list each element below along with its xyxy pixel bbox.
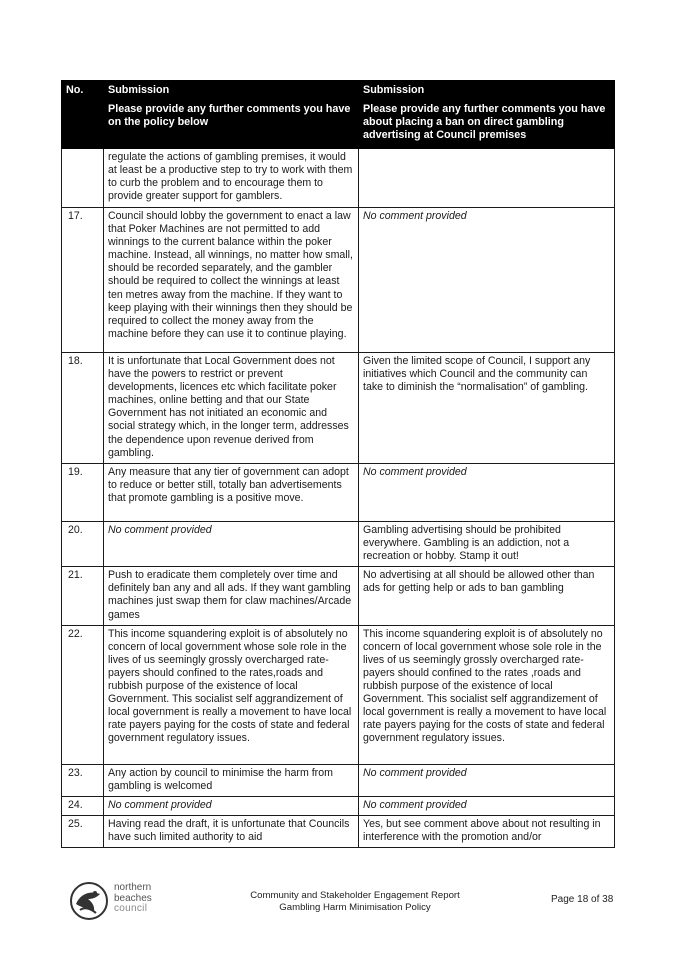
logo-line-beaches: beaches xyxy=(114,892,152,904)
council-logo-text xyxy=(114,883,152,915)
policy-title: Gambling Harm Minimisation Policy xyxy=(279,901,431,913)
header-advertising-question: Please provide any further comments you have about placing a ban on direct gambling advertising at Council premises xyxy=(363,103,606,141)
row-number: 25. xyxy=(62,815,104,847)
header-no: No. xyxy=(62,81,104,149)
advertising-comment: Given the limited scope of Council, I support any initiatives which Council and the community can take to diminish the “normalisation” of gambling. xyxy=(359,353,615,464)
advertising-comment: Gambling advertising should be prohibited everywhere. Gambling is an addiction, not a recreation or hobby. Stamp it out! xyxy=(359,522,615,567)
council-logo-icon xyxy=(68,880,110,922)
table-row xyxy=(62,464,615,522)
policy-comment: Having read the draft, it is unfortunate that Councils have such limited authority to aid xyxy=(104,815,359,847)
table-row xyxy=(62,567,615,625)
table-row xyxy=(62,796,615,815)
row-number: 18. xyxy=(62,353,104,464)
advertising-comment: This income squandering exploit is of absolutely no concern of local government whose sole role in the lives of us seemingly grossly overcharged rate-payers should confined to the rates ,roads and rubbish purpose of the existence of local Government. This socialist self aggrandizement of local government is really a movement to have local rate payers paying for the costs of state and federal government regulatory issues. xyxy=(359,625,615,764)
advertising-comment: No comment provided xyxy=(359,796,615,815)
policy-comment: Push to eradicate them completely over time and definitely ban any and all ads. If they want gambling machines just swap them for claw machines/Arcade games xyxy=(104,567,359,625)
advertising-comment: No advertising at all should be allowed other than ads for getting help or ads to ban gambling xyxy=(359,567,615,625)
policy-comment: It is unfortunate that Local Government does not have the powers to restrict or prevent developments, licences etc which facilitate poker machines, online betting and that our State Government has not initiated an economic and social strategy which, in the longer term, addresses the dependence upon revenue derived from gambling. xyxy=(104,353,359,464)
page-footer xyxy=(0,872,675,932)
table-header-row xyxy=(62,81,615,149)
header-advertising-title: Submission xyxy=(363,84,425,96)
report-title: Community and Stakeholder Engagement Report xyxy=(250,890,460,901)
row-number: 22. xyxy=(62,625,104,764)
row-number: 17. xyxy=(62,208,104,353)
row-number: 20. xyxy=(62,522,104,567)
advertising-comment xyxy=(359,149,615,208)
table-row xyxy=(62,764,615,796)
logo-line-council: council xyxy=(114,903,148,914)
table-row xyxy=(62,522,615,567)
row-number: 23. xyxy=(62,764,104,796)
row-number: 24. xyxy=(62,796,104,815)
policy-comment: No comment provided xyxy=(104,522,359,567)
logo-line-northern: northern xyxy=(114,882,152,893)
table-row xyxy=(62,625,615,764)
row-number: 21. xyxy=(62,567,104,625)
advertising-comment: No comment provided xyxy=(359,764,615,796)
row-number xyxy=(62,149,104,208)
policy-comment: Any action by council to minimise the harm from gambling is welcomed xyxy=(104,764,359,796)
policy-comment: Council should lobby the government to enact a law that Poker Machines are not permitted to add winnings to the current balance within the poker machine. Instead, all winnings, no matter how small, should be recorded separately, and the gambler should be required to collect the winnings at least ten metres away from the machine. If they want to keep playing with their winnings then they should be required to collect the money away from the machine before they can use it to continue playing. xyxy=(104,208,359,353)
row-number: 19. xyxy=(62,464,104,522)
page-number: Page 18 of 38 xyxy=(551,894,614,905)
table-row xyxy=(62,815,615,847)
header-policy-title: Submission xyxy=(108,84,170,96)
footer-document-title xyxy=(230,890,480,913)
submissions-table xyxy=(61,80,615,848)
advertising-comment: Yes, but see comment above about not resulting in interference with the promotion and/or xyxy=(359,815,615,847)
header-advertising-comments xyxy=(359,81,615,149)
header-policy-comments xyxy=(104,81,359,149)
policy-comment: This income squandering exploit is of absolutely no concern of local government whose sole role in the lives of us seemingly grossly overcharged rate-payers should confined to the rates,roads and rubbish purpose of the existence of local Government. This socialist self aggrandizement of local government is really a movement to have local rate payers paying for the costs of state and federal government regulatory issues. xyxy=(104,625,359,764)
header-policy-question: Please provide any further comments you have on the policy below xyxy=(108,103,351,128)
table-row xyxy=(62,208,615,353)
policy-comment: Any measure that any tier of government can adopt to reduce or better still, totally ban advertisements that promote gambling is a positive move. xyxy=(104,464,359,522)
advertising-comment: No comment provided xyxy=(359,208,615,353)
table-row xyxy=(62,149,615,208)
advertising-comment: No comment provided xyxy=(359,464,615,522)
policy-comment: No comment provided xyxy=(104,796,359,815)
policy-comment: regulate the actions of gambling premises, it would at least be a productive step to try to work with them to curb the problem and to encourage them to provide greater support for gamblers. xyxy=(104,149,359,208)
table-row xyxy=(62,353,615,464)
